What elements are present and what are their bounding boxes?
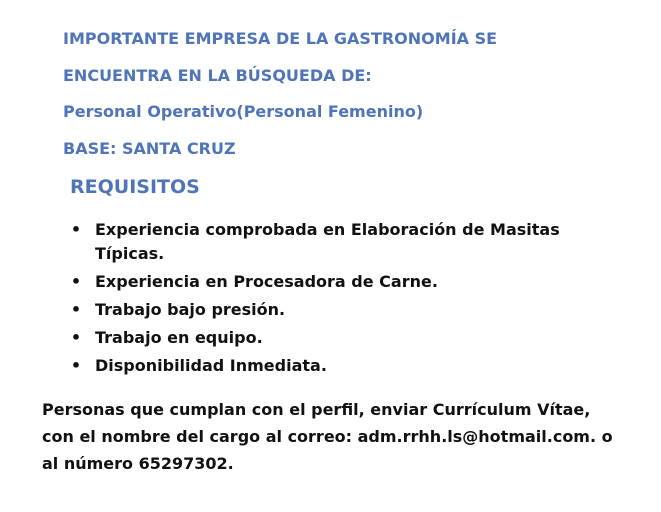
bullet-icon: • [70,272,82,291]
requirement-text-continued: Típicas. [95,244,165,263]
requirement-text: Trabajo en equipo. [95,328,263,347]
requirement-text: Experiencia comprobada en Elaboración de Masitas [95,220,560,239]
requirement-text: Trabajo bajo presión. [95,300,286,319]
position-title: Personal Operativo(Personal Femenino) [63,102,424,121]
instructions-line-1: Personas que cumplan con el perfil, enviar Currículum Vítae, [42,400,591,419]
base-location: BASE: SANTA CRUZ [63,139,236,158]
bullet-icon: • [70,300,82,319]
requirements-heading: REQUISITOS [70,176,200,198]
bullet-icon: • [70,220,82,239]
list-item [70,326,630,350]
application-instructions [42,396,652,477]
requirement-text: Disponibilidad Inmediata. [95,356,327,375]
list-item [70,270,630,294]
instructions-line-2: con el nombre del cargo al correo: adm.rrhh.ls@hotmail.com. o [42,427,613,446]
headline-line-1: IMPORTANTE EMPRESA DE LA GASTRONOMÍA SE [63,29,498,48]
instructions-line-3: al número 65297302. [42,454,234,473]
list-item [70,298,630,322]
requirement-text: Experiencia en Procesadora de Carne. [95,272,438,291]
list-item [70,218,630,266]
headline-line-2: ENCUENTRA EN LA BÚSQUEDA DE: [63,66,372,85]
bullet-icon: • [70,328,82,347]
list-item [70,354,630,378]
requirements-list [70,218,630,382]
bullet-icon: • [70,356,82,375]
